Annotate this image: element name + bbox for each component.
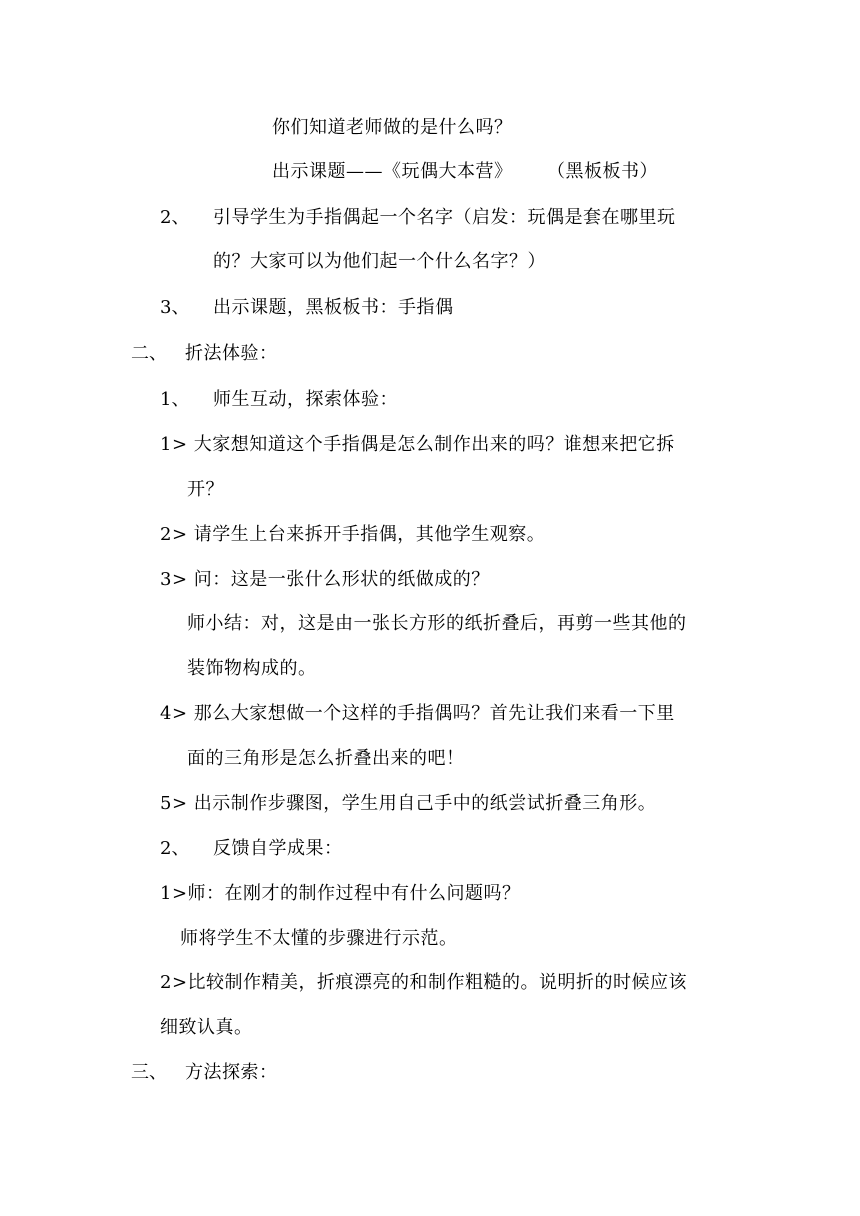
item-number: 3、 <box>160 297 190 318</box>
text-line: 师小结：对，这是由一张长方形的纸折叠后，再剪一些其他的 <box>187 613 687 634</box>
section-heading: 折法体验： <box>185 343 278 364</box>
text-line: 反馈自学成果： <box>213 838 343 859</box>
text-line: 面的三角形是怎么折叠出来的吧！ <box>187 748 465 769</box>
text-line: 装饰物构成的。 <box>187 658 317 679</box>
text-line: 师生互动，探索体验： <box>213 389 398 410</box>
lesson-title-line: 出示课题——《玩偶大本营》 <box>272 161 513 182</box>
text-line: 1>师：在刚才的制作过程中有什么问题吗？ <box>160 883 521 904</box>
text-line: 4> 那么大家想做一个这样的手指偶吗？首先让我们来看一下里 <box>160 703 675 724</box>
section-number: 三、 <box>131 1062 167 1083</box>
item-number: 1、 <box>160 389 190 410</box>
text-line: 2>比较制作精美，折痕漂亮的和制作粗糙的。说明折的时候应该 <box>160 972 688 993</box>
text-line: 的？大家可以为他们起一个什么名字？） <box>213 251 546 272</box>
blackboard-note: （黑板板书） <box>547 161 658 182</box>
item-number: 2、 <box>160 207 190 228</box>
item-number: 2、 <box>160 838 190 859</box>
section-heading: 方法探索： <box>185 1062 278 1083</box>
text-line: 2> 请学生上台来拆开手指偶，其他学生观察。 <box>160 524 546 545</box>
text-line: 3> 问：这是一张什么形状的纸做成的？ <box>160 569 490 590</box>
text-line: 师将学生不太懂的步骤进行示范。 <box>180 928 458 949</box>
text-line: 引导学生为手指偶起一个名字（启发：玩偶是套在哪里玩 <box>213 207 676 228</box>
text-line: 细致认真。 <box>160 1017 253 1038</box>
text-line: 5> 出示制作步骤图，学生用自己手中的纸尝试折叠三角形。 <box>160 793 657 814</box>
text-line: 你们知道老师做的是什么吗？ <box>272 117 513 138</box>
text-line: 出示课题，黑板板书：手指偶 <box>213 297 454 318</box>
text-line: 1> 大家想知道这个手指偶是怎么制作出来的吗？谁想来把它拆 <box>160 434 675 455</box>
text-line: 开？ <box>187 479 224 500</box>
section-number: 二、 <box>131 343 167 364</box>
